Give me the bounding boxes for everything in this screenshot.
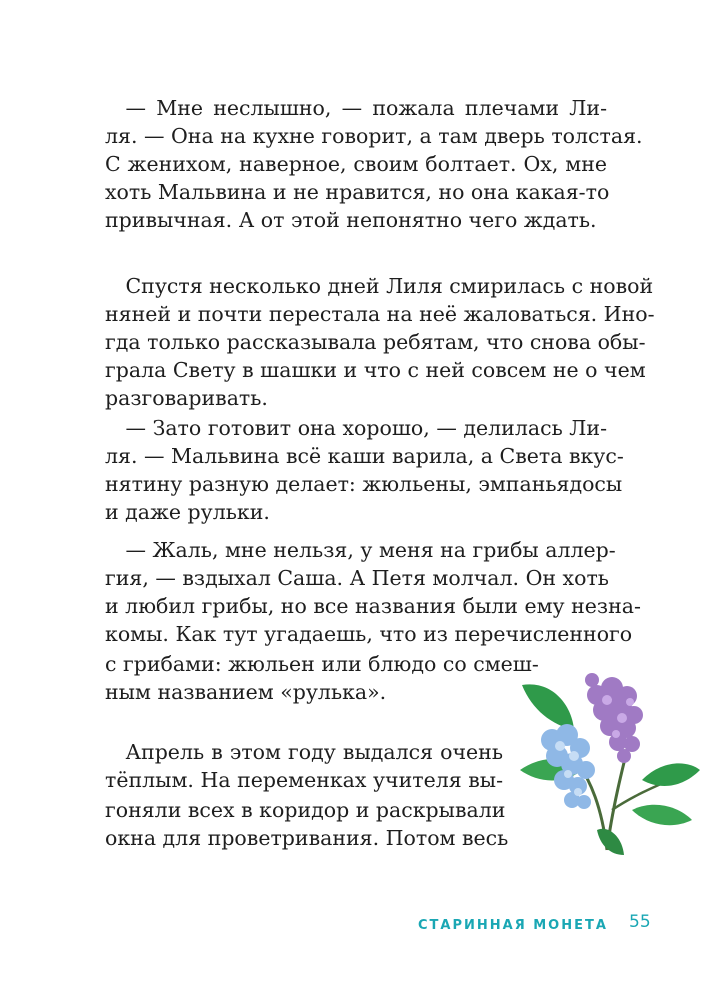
text-line: грала Свету в шашки и что с ней совсем не о чем bbox=[105, 358, 646, 382]
text-line: с грибами: жюльен или блюдо со смеш- bbox=[105, 652, 539, 676]
text-line: комы. Как тут угадаешь, что из перечисленного bbox=[105, 622, 633, 646]
text-line: С женихом, наверное, своим болтает. Ох, мне bbox=[105, 152, 607, 176]
text-line: Апрель в этом году выдался очень bbox=[105, 740, 503, 764]
text-line: — Мне неслышно, — пожала плечами Ли- bbox=[105, 96, 607, 120]
lilac-branch-illustration bbox=[512, 660, 702, 860]
text-line: гоняли всех в коридор и раскрывали bbox=[105, 798, 506, 822]
text-line: привычная. А от этой непонятно чего ждать. bbox=[105, 208, 597, 232]
page-number: 55 bbox=[629, 912, 651, 932]
text-line: — Жаль, мне нельзя, у меня на грибы аллер- bbox=[105, 538, 616, 562]
text-line: няней и почти перестала на неё жаловаться. Ино- bbox=[105, 302, 655, 326]
running-footer-title: СТАРИННАЯ МОНЕТА bbox=[418, 918, 608, 933]
text-line: — Зато готовит она хорошо, — делилась Ли- bbox=[105, 416, 607, 440]
text-line: тёплым. На переменках учителя вы- bbox=[105, 768, 503, 792]
text-line: и даже рульки. bbox=[105, 500, 270, 524]
text-line: разговаривать. bbox=[105, 386, 268, 410]
text-line: нятину разную делает: жюльены, эмпаньядосы bbox=[105, 472, 623, 496]
text-line: ля. — Она на кухне говорит, а там дверь толстая. bbox=[105, 124, 643, 148]
text-line: Спустя несколько дней Лиля смирилась с новой bbox=[105, 274, 654, 298]
text-line: хоть Мальвина и не нравится, но она какая-то bbox=[105, 180, 610, 204]
text-line: гда только рассказывала ребятам, что снова обы- bbox=[105, 330, 646, 354]
text-line: и любил грибы, но все названия были ему незна- bbox=[105, 594, 641, 618]
text-line: ля. — Мальвина всё каши варила, а Света вкус- bbox=[105, 444, 624, 468]
text-line: ным названием «рулька». bbox=[105, 680, 387, 704]
text-line: окна для проветривания. Потом весь bbox=[105, 826, 509, 850]
text-line: гия, — вздыхал Саша. А Петя молчал. Он хоть bbox=[105, 566, 609, 590]
